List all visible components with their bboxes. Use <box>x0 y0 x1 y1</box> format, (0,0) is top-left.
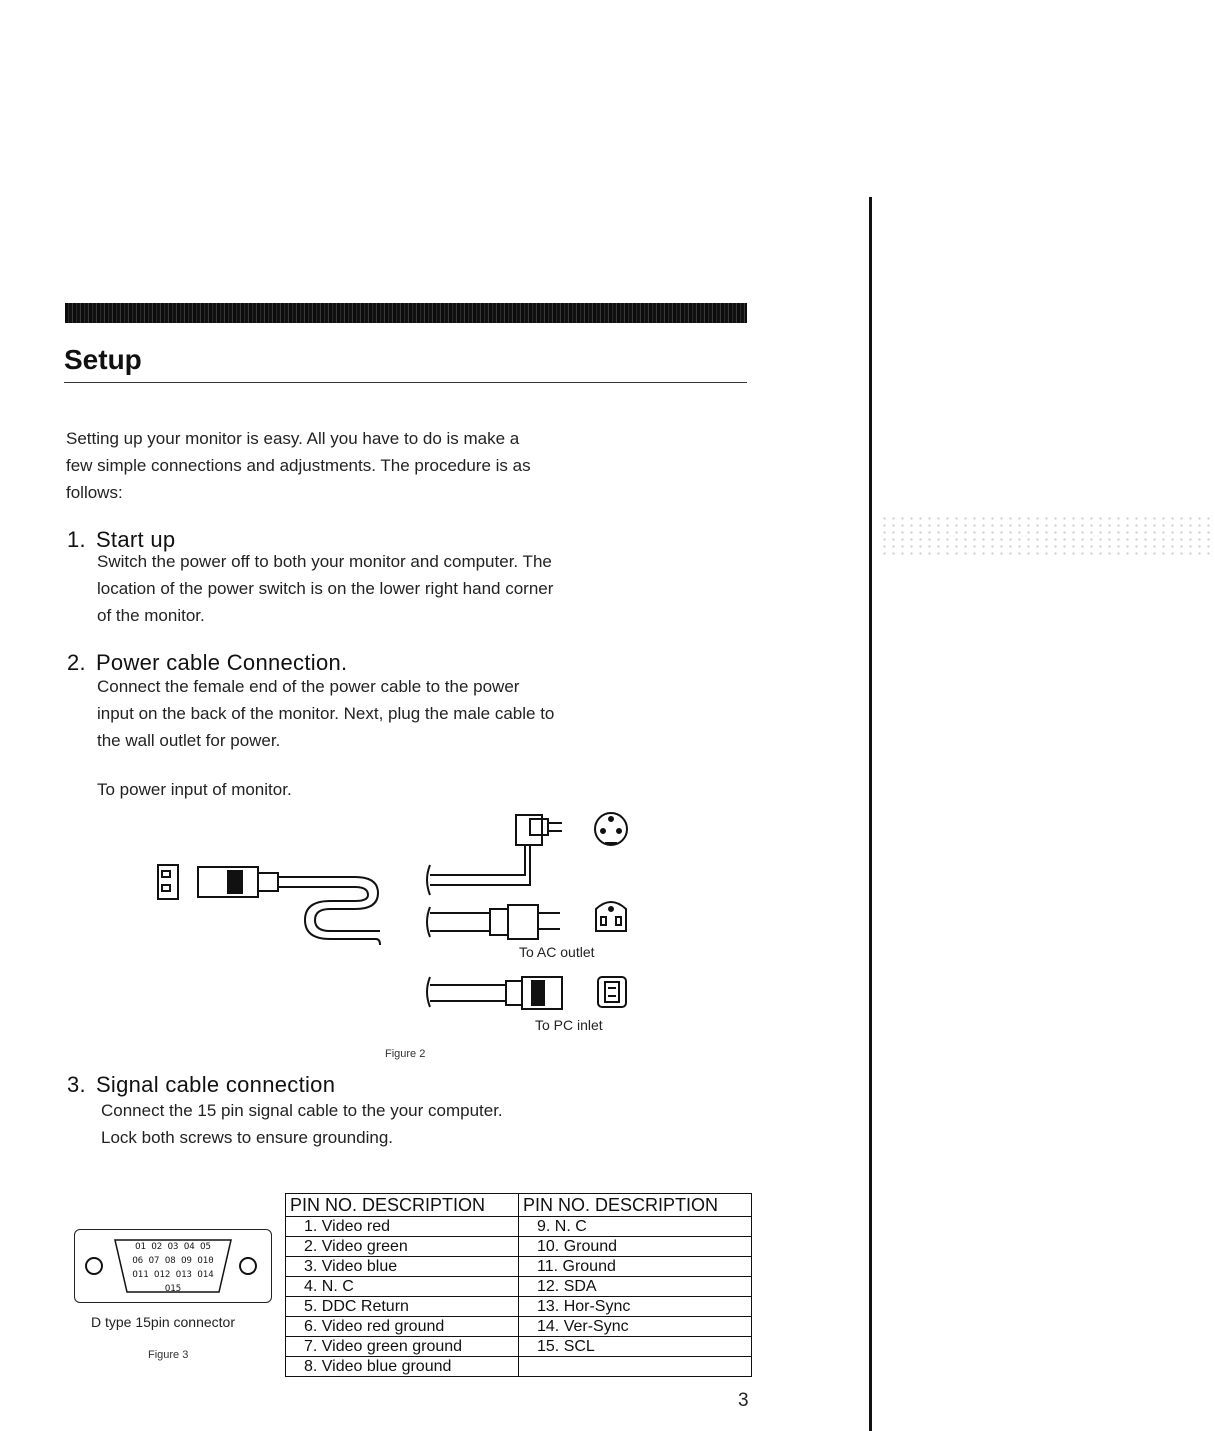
dsub-connector-diagram <box>74 1229 272 1303</box>
step-number: 2. <box>67 650 86 675</box>
pin-row: O6 O7 O8 O9 O10 <box>132 1256 214 1266</box>
table-cell: 12. SDA <box>519 1277 752 1297</box>
table-row <box>286 1297 752 1317</box>
pc-plug-icon <box>427 977 562 1009</box>
pin-layout <box>127 1240 219 1296</box>
step-title: Power cable Connection. <box>95 650 348 675</box>
screw-hole-right-icon <box>239 1257 257 1275</box>
table-cell: 7. Video green ground <box>286 1337 519 1357</box>
step-3-body <box>101 1097 503 1151</box>
intro-paragraph <box>66 425 531 506</box>
pin-row: O11 O12 O13 O14 O15 <box>132 1270 214 1294</box>
table-cell: 11. Ground <box>519 1257 752 1277</box>
intro-line: few simple connections and adjustments. The procedure is as <box>66 456 531 475</box>
step-line: Connect the 15 pin signal cable to the your computer. <box>101 1101 503 1120</box>
figure-3-caption: Figure 3 <box>148 1349 189 1361</box>
page-number: 3 <box>738 1390 749 1411</box>
table-row <box>286 1237 752 1257</box>
angled-plug-icon <box>427 815 562 895</box>
scan-noise <box>880 515 1210 555</box>
table-cell: 1. Video red <box>286 1217 519 1237</box>
schuko-socket-icon <box>595 813 627 845</box>
straight-plug-icon <box>427 905 560 939</box>
connector-label: D type 15pin connector <box>91 1314 235 1330</box>
table-cell: 3. Video blue <box>286 1257 519 1277</box>
step-1-body <box>97 548 553 629</box>
page-title: Setup <box>64 344 142 375</box>
us-socket-icon <box>596 902 626 931</box>
column-header: PIN NO. DESCRIPTION <box>519 1194 752 1217</box>
step-line: Connect the female end of the power cable to the power <box>97 677 520 696</box>
screw-hole-left-icon <box>85 1257 103 1275</box>
column-header: PIN NO. DESCRIPTION <box>286 1194 519 1217</box>
intro-line: Setting up your monitor is easy. All you have to do is make a <box>66 429 520 448</box>
intro-line: follows: <box>66 483 123 502</box>
table-row <box>286 1257 752 1277</box>
title-divider <box>64 382 747 383</box>
pin-table <box>285 1193 752 1377</box>
table-cell: 9. N. C <box>519 1217 752 1237</box>
female-connector-icon <box>198 867 310 897</box>
binding-edge-line <box>869 197 872 1431</box>
step-2-body <box>97 673 554 754</box>
pc-inlet-label: To PC inlet <box>535 1017 603 1033</box>
pc-inlet-socket-icon <box>598 977 626 1007</box>
monitor-inlet-icon <box>158 865 178 899</box>
table-cell: 8. Video blue ground <box>286 1357 519 1377</box>
step-line: of the monitor. <box>97 606 205 625</box>
table-cell: 5. DDC Return <box>286 1297 519 1317</box>
table-cell: 6. Video red ground <box>286 1317 519 1337</box>
table-cell: 13. Hor-Sync <box>519 1297 752 1317</box>
figure-2-caption: Figure 2 <box>385 1048 426 1060</box>
step-number: 3. <box>67 1072 86 1097</box>
table-cell: 4. N. C <box>286 1277 519 1297</box>
table-cell: 14. Ver-Sync <box>519 1317 752 1337</box>
table-row <box>286 1337 752 1357</box>
step-title: Signal cable connection <box>95 1072 336 1097</box>
pin-row: O1 O2 O3 O4 O5 <box>135 1242 211 1252</box>
step-3-heading <box>67 1072 335 1098</box>
step-line: location of the power switch is on the lower right hand corner <box>97 579 554 598</box>
table-cell: 10. Ground <box>519 1237 752 1257</box>
step-line: Lock both screws to ensure grounding. <box>101 1128 394 1147</box>
cable-coil-icon <box>305 877 380 945</box>
step-line: input on the back of the monitor. Next, plug the male cable to <box>97 704 555 723</box>
step-line: Switch the power off to both your monitor and computer. The <box>97 552 552 571</box>
ac-outlet-label: To AC outlet <box>519 944 595 960</box>
table-cell: 2. Video green <box>286 1237 519 1257</box>
section-header-bar <box>65 303 747 323</box>
step-line: the wall outlet for power. <box>97 731 281 750</box>
step-2-note: To power input of monitor. <box>97 780 292 799</box>
table-cell: 15. SCL <box>519 1337 752 1357</box>
table-row <box>286 1217 752 1237</box>
table-row <box>286 1357 752 1377</box>
table-row <box>286 1317 752 1337</box>
step-title: Start up <box>95 527 176 552</box>
table-header-row <box>286 1194 752 1217</box>
table-row <box>286 1277 752 1297</box>
step-number: 1. <box>67 527 86 552</box>
table-cell <box>519 1357 752 1377</box>
